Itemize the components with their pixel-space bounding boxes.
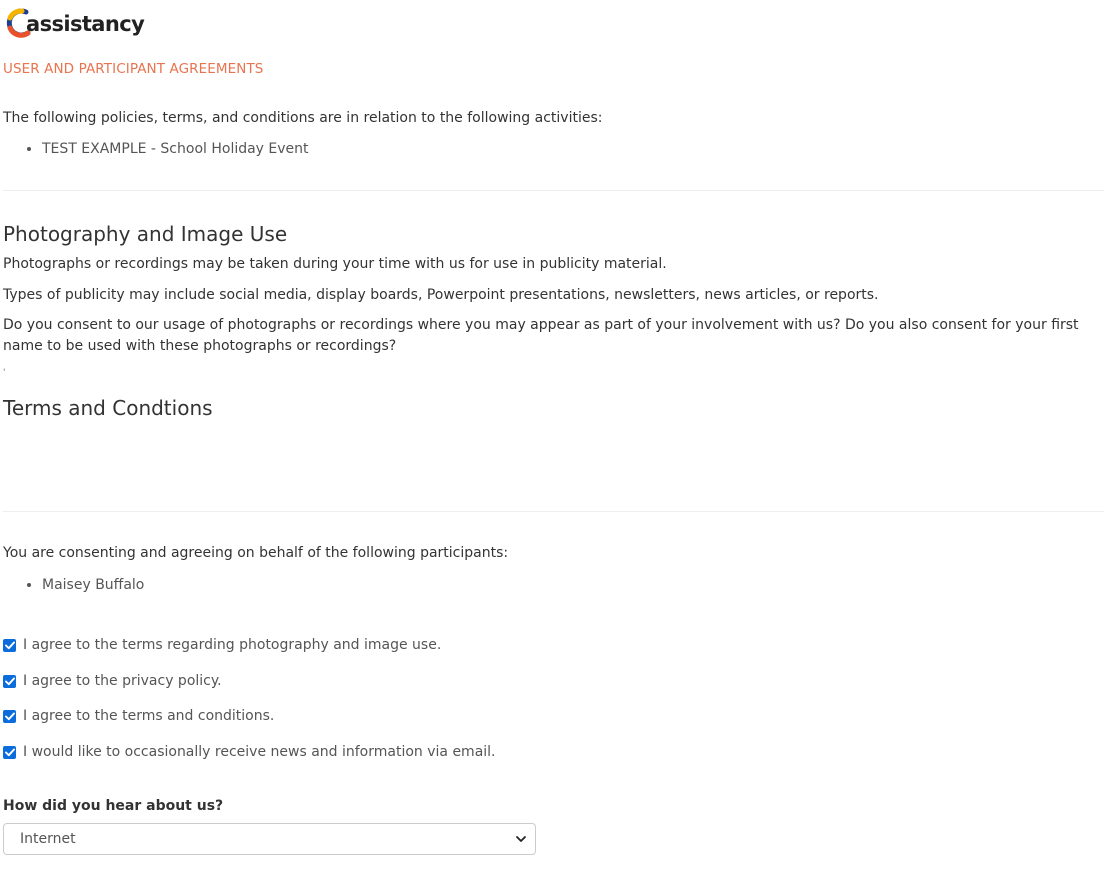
checkmark-icon [5, 748, 15, 757]
checkmark-icon [5, 641, 15, 650]
checkbox-label[interactable]: I agree to the privacy policy. [23, 673, 222, 689]
checkmark-icon [5, 712, 15, 721]
agree-photography-row[interactable] [3, 635, 441, 655]
referral-select[interactable] [3, 823, 536, 855]
divider [3, 190, 1104, 191]
agree-privacy-checkbox[interactable] [3, 675, 16, 688]
checkbox-label[interactable]: I agree to the terms regarding photography and image use. [23, 637, 442, 653]
photography-heading: Photography and Image Use [3, 222, 288, 246]
newsletter-opt-in-checkbox[interactable] [3, 746, 16, 759]
list-item: • TEST EXAMPLE - School Holiday Event [42, 139, 309, 159]
terms-heading: Terms and Condtions [3, 396, 213, 420]
agree-photography-checkbox[interactable] [3, 639, 16, 652]
page-title: USER AND PARTICIPANT AGREEMENTS [3, 61, 264, 77]
photography-consent-question: Do you consent to our usage of photographs or recordings where you may appear as part of your involvement with us? Do you also consent for your first name to be used with these photographs or recordings? [3, 317, 1079, 354]
intro-text: The following policies, terms, and conditions are in relation to the following activities: [3, 110, 603, 126]
agree-terms-checkbox[interactable] [3, 710, 16, 723]
agree-terms-row[interactable] [3, 706, 274, 726]
photography-paragraph: Photographs or recordings may be taken during your time with us for use in publicity material. [3, 256, 667, 272]
newsletter-opt-in-row[interactable] [3, 742, 496, 762]
activities-list [3, 139, 309, 159]
participants-text: You are consenting and agreeing on behalf of the following participants: [3, 545, 509, 561]
brand-logo [4, 6, 144, 40]
participants-list [3, 575, 144, 595]
logo-text: assistancy [26, 11, 145, 36]
agree-privacy-row[interactable] [3, 671, 222, 691]
checkmark-icon [5, 677, 15, 686]
referral-label: How did you hear about us? [3, 798, 224, 814]
photography-paragraph: Types of publicity may include social media, display boards, Powerpoint presentations, newsletters, news articles, or reports. [3, 287, 879, 303]
checkbox-label[interactable]: I would like to occasionally receive news and information via email. [23, 744, 496, 760]
divider [3, 511, 1104, 512]
referral-selected-value: Internet [20, 831, 76, 847]
stray-mark: ' [3, 368, 6, 378]
checkbox-label[interactable]: I agree to the terms and conditions. [23, 708, 275, 724]
list-item: • Maisey Buffalo [42, 575, 144, 595]
chevron-down-icon [515, 833, 527, 845]
